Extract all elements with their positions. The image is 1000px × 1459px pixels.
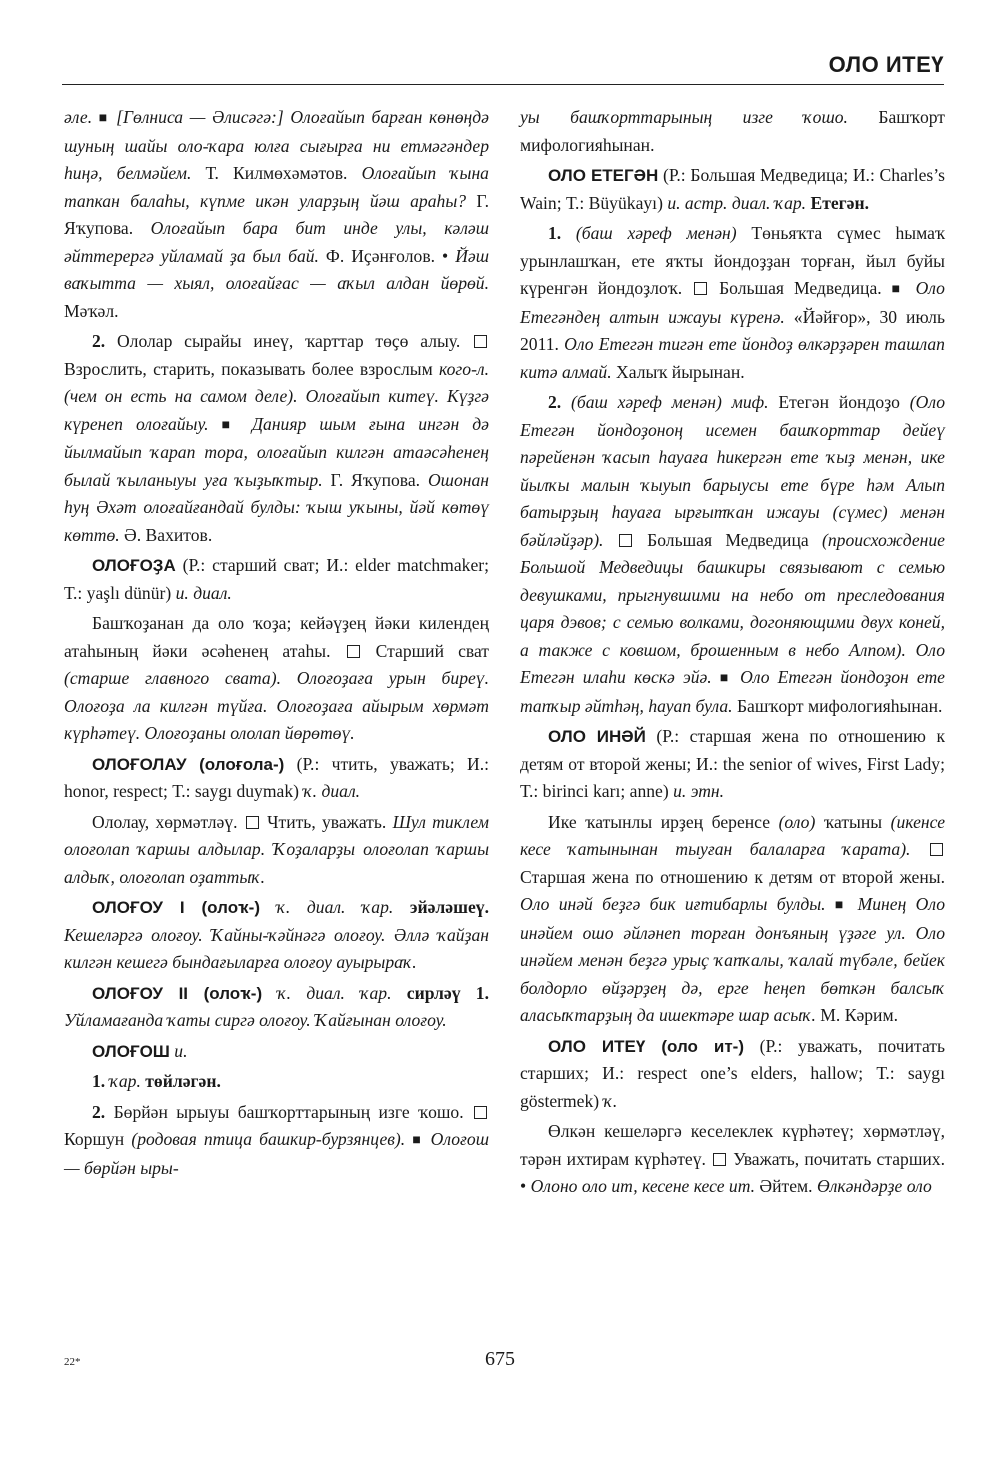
- text-run: Башҡорт мифологияһынан.: [520, 107, 945, 155]
- dictionary-paragraph: [64, 552, 489, 607]
- headword: ОЛОҒОЛАУ (олоғола-): [92, 754, 285, 774]
- italic-text: Олоғош — бөрйән ыры-: [64, 1129, 489, 1178]
- white-square-icon: [347, 645, 360, 658]
- text-run: Ә. Вахитов.: [119, 524, 213, 545]
- dictionary-paragraph: [520, 389, 945, 720]
- text-run: (Р.: старшая жена по отношению к детям от второй жены; И.: the senior of wives, First Lady; Т.: birinci karı; anne): [520, 726, 945, 801]
- text-run: (Р.: старший сват; И.: elder matchmaker; Т.: yaşlı dünür): [64, 555, 489, 603]
- italic-text: ҡ. диал. ҡар.: [262, 982, 392, 1003]
- text-run: Мәҡәл.: [64, 300, 119, 321]
- italic-text: әле.: [64, 107, 99, 127]
- text-run: [603, 530, 616, 550]
- left-column: [64, 104, 489, 1185]
- black-square-icon: ■: [891, 282, 906, 297]
- right-column: [520, 104, 945, 1204]
- italic-text: Оло Етегән тигән ете йондоҙ өлкәрҙәрен ташлап китә алмай.: [520, 334, 945, 382]
- bold-text: 1.: [548, 223, 562, 243]
- dictionary-paragraph: [520, 1033, 945, 1116]
- black-square-icon: ■: [98, 111, 110, 126]
- text-run: Ике ҡатынлы ирҙең беренсе: [548, 811, 779, 832]
- text-run: Ололау, хөрмәтләү.: [92, 811, 244, 832]
- text-run: Ололар сырайы инеү, ҡарттар төҫө алыу.: [105, 331, 472, 351]
- black-square-icon: ■: [412, 1133, 424, 1148]
- white-square-icon: [474, 1106, 487, 1119]
- dictionary-paragraph: [64, 328, 489, 549]
- dictionary-paragraph: [64, 610, 489, 748]
- headword: ОЛОҒОУ II (олоҡ-): [92, 983, 263, 1003]
- page-number: 675: [485, 1348, 515, 1370]
- text-run: Взрослить, старить, показывать более взрослым: [64, 358, 440, 379]
- text-run: Уважать, почитать старших.: [728, 1148, 945, 1169]
- white-square-icon: [474, 335, 487, 348]
- bullet-icon: •: [442, 245, 449, 266]
- white-square-icon: [930, 843, 943, 856]
- dictionary-paragraph: [64, 1099, 489, 1183]
- dictionary-paragraph: [64, 751, 489, 806]
- text-run: [910, 839, 928, 859]
- white-square-icon: [246, 816, 259, 829]
- text-run: (Р.: Большая Медведица; И.: Charles’s Wain; Т.: Büyükayı): [520, 165, 945, 213]
- italic-text: Олоғайып ҡына тапкан балаһы, күпме икән уларҙың йәш араһы?: [64, 163, 489, 211]
- bold-text: 2.: [92, 331, 106, 351]
- text-run: Большая Медведица.: [709, 278, 892, 298]
- bold-text: Етегән.: [806, 192, 869, 213]
- text-run: ҡатыны: [815, 811, 891, 832]
- italic-text: Оло Етегән йондоҙон ете тапҡыр әйтһәң, һауап була.: [520, 667, 945, 716]
- italic-text: (старше главного свата). Олоғоҙаға урын биреү. Олоғоҙа ла килгән түйға. Олоғоҙаға айырым хөрмәт күрһәтеү. Олоғоҙаны ололап йөрөтөү.: [64, 668, 489, 743]
- italic-text: и.: [169, 1040, 188, 1061]
- white-square-icon: [713, 1153, 726, 1166]
- italic-text: Кешеләргә олоғоу. Ҡайны-ҡәйнәгә олоғоу. Әллә ҡайҙан килгән кешегә бындағыларға олоғоу ауырыраҡ.: [64, 924, 489, 972]
- italic-text: ҡ.: [603, 1090, 618, 1111]
- text-run: Старший сват: [361, 640, 489, 661]
- black-square-icon: ■: [221, 417, 239, 433]
- bold-text: сирләү 1.: [391, 982, 490, 1003]
- italic-text: (баш хәреф менән): [561, 223, 737, 243]
- italic-text: кого-л. (чем он есть на самом деле). Олоғайып китеү. Күҙгә күренеп олоғайыу.: [64, 358, 489, 434]
- text-run: Әйтем.: [755, 1176, 817, 1196]
- bold-text: 2.: [92, 1101, 106, 1122]
- text-run: Большая Медведица: [633, 529, 823, 550]
- bold-text: эйәләшеү.: [393, 897, 489, 917]
- text-run: (Р.: уважать, почитать старших; И.: respect one’s elders, hallow; Т.: saygı göstermek): [520, 1035, 946, 1111]
- black-square-icon: ■: [834, 898, 849, 913]
- text-run: Чтить, уважать.: [260, 811, 393, 832]
- italic-text: (икенсе кесе ҡатынынан тыуған балаларға ҡарата).: [520, 811, 946, 859]
- text-run: Өлкән кешеләргә кеселеклек күрһәтеү; хөрмәтләү, тәрән ихтирам күрһәтеү.: [520, 1121, 945, 1169]
- dictionary-paragraph: [520, 220, 945, 386]
- italic-text: Оло Етегәндең алтын ижауы күренә.: [520, 278, 945, 327]
- italic-text: [Гөлниса — Әлисәгә:] Олоғайып барған көнөңдә шуның шайы оло-ҡара юлға сығырға ни етмәгәндер һиңә, белмәйем.: [64, 107, 489, 183]
- italic-text: ҡар.: [105, 1071, 141, 1091]
- text-run: Ф. Иҫәнғолов.: [318, 245, 443, 266]
- bullet-icon: •: [520, 1176, 527, 1196]
- italic-text: (Оло Етегән йондоҙоноң исемен башҡорттар дейеү пәрейенән ҡасып һауаға һикергән ете ҡыҙ менән, ике йылҡы малын ҡыуып барыусы ете бүре һәм Алып батырҙың һауаға ырғытҡан ижауы (сүмес) менән бәйләйҙәр).: [520, 392, 945, 550]
- text-run: «Йәйғор», 30 июль 2011.: [520, 306, 945, 354]
- italic-text: ҡ. диал. ҡар.: [260, 897, 394, 917]
- italic-text: Ошонан һуң Әхәт олоғайғандай булды: ҡыш уҡыны, йәй көтөү көттө.: [64, 469, 489, 545]
- dictionary-paragraph: [64, 1068, 489, 1096]
- italic-text: Өлкәндәрҙе оло: [816, 1176, 932, 1196]
- text-run: Башҡорт мифологияһынан.: [732, 695, 943, 716]
- dictionary-paragraph: [520, 1118, 945, 1201]
- text-run: Башҡоҙанан да оло ҡоҙа; кейәүҙең йәки килендең атаһының йәки әсәһенең атаһы.: [64, 613, 489, 661]
- dictionary-paragraph: [520, 809, 945, 1030]
- dictionary-paragraph: [520, 723, 945, 806]
- black-square-icon: ■: [719, 671, 732, 686]
- italic-text: (происхождение Большой Медведицы башкиры связывают с семью девушками, прыгнувшими на небо от преследования царя дэвов; с семью волками, догоняющими двух коней, а также с ковшом, брошенным в небо Алпом). Оло Етегән илаһи көскә эйә.: [520, 529, 945, 687]
- dictionary-paragraph: [64, 1038, 489, 1066]
- italic-text: Олоно оло ит, кесене кесе ит.: [526, 1176, 756, 1196]
- bold-text: төйләгән.: [140, 1071, 221, 1091]
- headword: ОЛО ИНӘЙ: [548, 727, 646, 746]
- page-header: [62, 48, 944, 85]
- dictionary-paragraph: [64, 809, 489, 892]
- white-square-icon: [619, 534, 632, 547]
- text-run: Бөрйән ырыуы башҡорттарының изге ҡошо.: [105, 1101, 472, 1122]
- italic-text: Данияр шым ғына ингән дә йылмайып ҡарап тора, олоғайып килгән атаәсәһенең былай ҡыланыуы уға ҡыҙыҡтыр.: [64, 413, 489, 490]
- italic-text: Оло инәй беҙгә бик иғтибарлы булды.: [520, 894, 835, 914]
- printer-signature: 22*: [64, 1356, 81, 1368]
- italic-text: Шул тиклем олоғолап ҡаршы алдылар. Ҡоҙаларҙы олоғолап ҡаршы алдыҡ, олоғолап оҙаттыҡ.: [64, 811, 489, 887]
- text-run: (Р.: чтить, уважать; И.: honor, respect; Т.: saygı duymak): [64, 753, 489, 801]
- italic-text: и. астр. диал. ҡар.: [667, 192, 807, 213]
- italic-text: (родовая птица башкир-бурзянцев).: [131, 1129, 413, 1149]
- dictionary-paragraph: [520, 162, 945, 217]
- headword: ОЛОҒОШ: [92, 1041, 170, 1061]
- italic-text: Минең Оло инәйем ошо әйләнеп торған донъяның үҙәге ул. Оло инәйем менән беҙгә урыҫ ҡапҡалы, ҡалай түбәле, бейек болдорло өйҙәрҙең дә, ерге һеңеп бөткән балсыҡ аласыҡтарҙың да ишектәре шар асыҡ.: [520, 894, 946, 1025]
- text-run: Т. Килмөхәмәтов.: [191, 163, 362, 183]
- headword: ОЛОҒОУ I (олоҡ-): [92, 898, 261, 917]
- italic-text: и. этн.: [673, 781, 725, 801]
- italic-text: Олоғайып бара бит инде улы, кәләш әйттерергә уйламай ҙа был бай.: [64, 218, 489, 266]
- text-run: Халыҡ йырынан.: [611, 361, 745, 382]
- headword: ОЛО ИТЕҮ (оло ит-): [548, 1036, 744, 1056]
- text-run: Коршун: [64, 1129, 132, 1149]
- white-square-icon: [694, 282, 707, 295]
- dictionary-paragraph: [64, 894, 489, 977]
- dictionary-paragraph: [520, 104, 945, 159]
- text-run: М. Кәрим.: [815, 1005, 899, 1025]
- dictionary-paragraph: [64, 104, 489, 325]
- italic-text: ҡ. диал.: [303, 781, 361, 801]
- headword: ОЛОҒОҘА: [92, 556, 176, 575]
- text-run: Төньяҡта сүмес һымаҡ урынлашҡан, ете яҡты йондоҙҙан торған, йыл буйы күренгән йондоҙлоҡ.: [520, 223, 946, 298]
- italic-text: (оло): [778, 811, 816, 832]
- bold-text: 2.: [548, 392, 562, 412]
- text-run: Г. Яҡупова.: [64, 190, 490, 238]
- italic-text: Йәш ваҡытта — хыял, олоғайғас — аҡыл алдан йөрөй.: [64, 245, 489, 293]
- bold-text: 1.: [92, 1071, 106, 1091]
- text-run: Етегән йондоҙо: [768, 392, 910, 412]
- running-head: ОЛО ИТЕҮ: [828, 52, 944, 77]
- italic-text: Уйламағанда ҡаты сиргә олоғоу. Ҡайғынан олоғоу.: [64, 1010, 447, 1030]
- text-run: Старшая жена по отношению к детям от второй жены.: [520, 866, 945, 887]
- italic-text: и. диал.: [175, 582, 232, 603]
- headword: ОЛО ЕТЕГӘН: [548, 166, 659, 185]
- italic-text: (баш хәреф менән) миф.: [561, 392, 769, 412]
- italic-text: уы башҡорттарының изге ҡошо.: [520, 107, 848, 127]
- dictionary-paragraph: [64, 980, 489, 1035]
- text-run: Г. Яҡупова.: [322, 469, 428, 490]
